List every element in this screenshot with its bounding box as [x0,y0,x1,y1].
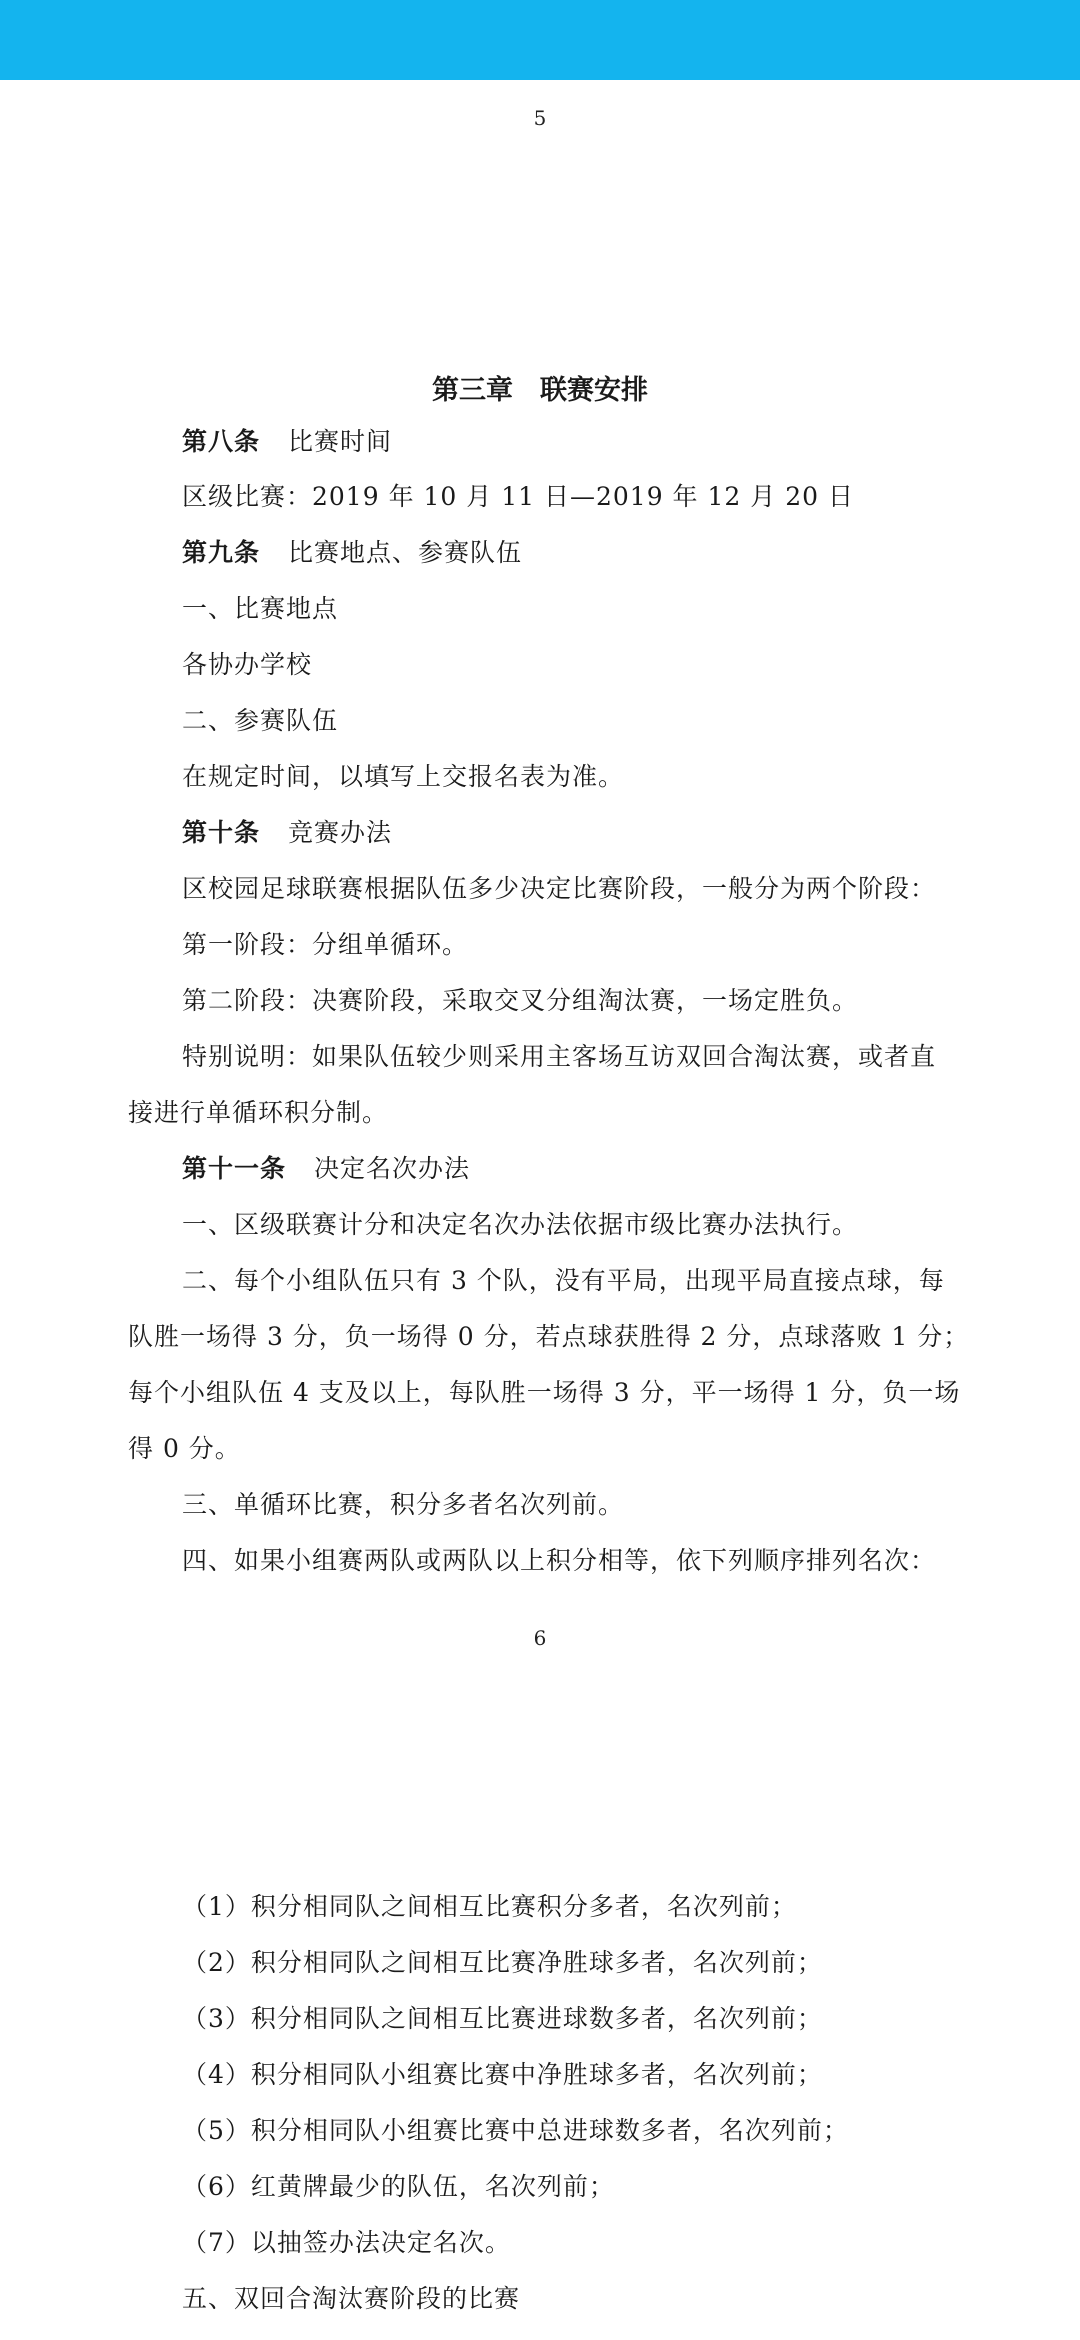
paragraph-line: 第二阶段：决赛阶段，采取交叉分组淘汰赛，一场定胜负。 [182,986,859,1015]
article-8-heading [182,425,392,459]
article-9-heading [182,536,522,570]
section-5-heading: 五、双回合淘汰赛阶段的比赛 [182,2284,521,2313]
page-number: 5 [533,106,547,130]
article-10-heading [182,816,392,850]
rank-rule: （7）以抽签办法决定名次。 [182,2228,511,2257]
paragraph-line: 一、比赛地点 [182,594,339,623]
paragraph-line: 得 0 分。 [128,1434,241,1463]
paragraph-line: 第一阶段：分组单循环。 [182,930,469,959]
page-number: 6 [533,1626,547,1650]
chapter-title: 第三章 联赛安排 [432,375,648,406]
paragraph-line: 接进行单循环积分制。 [128,1098,389,1127]
paragraph-line: 在规定时间，以填写上交报名表为准。 [182,762,625,791]
rank-rule: （4）积分相同队小组赛比赛中净胜球多者，名次列前； [182,2060,823,2089]
paragraph-line: 每个小组队伍 4 支及以上，每队胜一场得 3 分，平一场得 1 分，负一场 [128,1378,961,1407]
rank-rule: （6）红黄牌最少的队伍，名次列前； [182,2172,615,2201]
paragraph-line: 三、单循环比赛，积分多者名次列前。 [182,1490,625,1519]
top-status-bar [0,0,1080,80]
paragraph-line: 二、每个小组队伍只有 3 个队，没有平局，出现平局直接点球，每 [182,1266,945,1295]
paragraph-line: 各协办学校 [182,650,313,679]
paragraph-line: 特别说明：如果队伍较少则采用主客场互访双回合淘汰赛，或者直 [182,1042,937,1071]
rank-rule: （3）积分相同队之间相互比赛进球数多者，名次列前； [182,2004,823,2033]
paragraph-line: 一、区级联赛计分和决定名次办法依据市级比赛办法执行。 [182,1210,859,1239]
article-8-number: 第八条 [182,427,261,456]
article-10-number: 第十条 [182,818,261,847]
rank-rule: （2）积分相同队之间相互比赛净胜球多者，名次列前； [182,1948,823,1977]
article-9-title: 比赛地点、参赛队伍 [288,538,523,567]
article-11-title: 决定名次办法 [314,1154,471,1183]
article-10-title: 竞赛办法 [288,818,393,847]
rank-rule: （5）积分相同队小组赛比赛中总进球数多者，名次列前； [182,2116,849,2145]
match-time-line: 区级比赛：2019 年 10 月 11 日—2019 年 12 月 20 日 [182,482,854,511]
paragraph-line: 队胜一场得 3 分，负一场得 0 分，若点球获胜得 2 分，点球落败 1 分； [128,1322,970,1351]
rank-rule: （1）积分相同队之间相互比赛积分多者，名次列前； [182,1892,797,1921]
article-9-number: 第九条 [182,538,261,567]
paragraph-line: 二、参赛队伍 [182,706,339,735]
article-8-title: 比赛时间 [288,427,393,456]
paragraph-line: 区校园足球联赛根据队伍多少决定比赛阶段，一般分为两个阶段： [182,874,937,903]
article-11-number: 第十一条 [182,1154,287,1183]
paragraph-line: 四、如果小组赛两队或两队以上积分相等，依下列顺序排列名次： [182,1546,937,1575]
article-11-heading [182,1152,470,1186]
